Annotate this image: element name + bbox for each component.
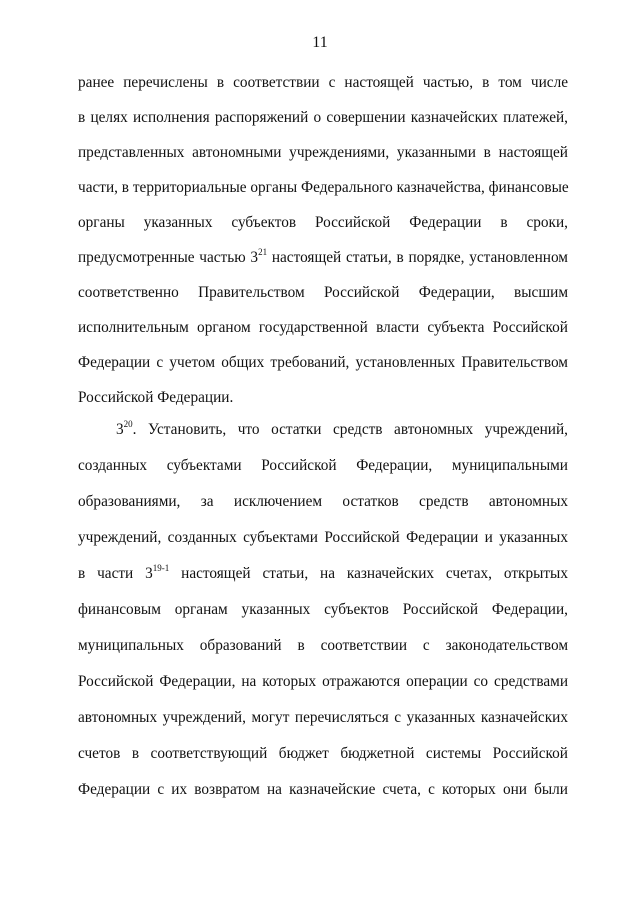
- paragraph-line: учреждений, созданных субъектами Российской Федерации и указанных: [78, 529, 568, 546]
- paragraph-line: Российской Федерации.: [78, 389, 234, 406]
- paragraph-line: созданных субъектами Российской Федерации, муниципальными: [78, 457, 568, 474]
- superscript: 20: [123, 419, 133, 429]
- paragraph-2: [78, 420, 568, 800]
- superscript: 21: [258, 247, 268, 257]
- line-text: в части 3: [78, 565, 153, 582]
- paragraph-line: Федерации с их возвратом на казначейские счета, с которых они были: [78, 781, 568, 798]
- paragraph-line: в целях исполнения распоряжений о совершении казначейских платежей,: [78, 109, 568, 126]
- paragraph-line: муниципальных образований в соответствии с законодательством: [78, 637, 568, 654]
- paragraph-1: [78, 73, 568, 408]
- paragraph-line: Российской Федерации, на которых отражаются операции со средствами: [78, 673, 568, 690]
- paragraph-line: Федерации с учетом общих требований, установленных Правительством: [78, 354, 568, 371]
- paragraph-line: финансовым органам указанных субъектов Российской Федерации,: [78, 601, 568, 618]
- paragraph-line: автономных учреждений, могут перечисляться с указанных казначейских: [78, 709, 568, 726]
- line-text: предусмотренные частью 3: [78, 249, 259, 266]
- line-text: настоящей статьи, на казначейских счетах, открытых: [169, 565, 568, 582]
- paragraph-line: счетов в соответствующий бюджет бюджетной системы Российской: [78, 745, 568, 762]
- paragraph-line: органы указанных субъектов Российской Федерации в сроки,: [78, 214, 568, 231]
- paragraph-line: ранее перечислены в соответствии с настоящей частью, в том числе: [78, 74, 568, 91]
- paragraph-line: исполнительным органом государственной власти субъекта Российской: [78, 319, 568, 336]
- paragraph-line: представленных автономными учреждениями, указанными в настоящей: [78, 144, 568, 161]
- paragraph-line: [78, 420, 568, 440]
- paragraph-line: [78, 248, 568, 268]
- paragraph-line: [78, 564, 568, 584]
- paragraph-line: соответственно Правительством Российской Федерации, высшим: [78, 284, 568, 301]
- clause-number: 3: [116, 421, 124, 438]
- page-number: 11: [312, 34, 328, 51]
- line-text: . Установить, что остатки средств автономных учреждений,: [132, 421, 568, 438]
- superscript: 19-1: [152, 563, 170, 573]
- line-text: настоящей статьи, в порядке, установленном: [267, 249, 568, 266]
- paragraph-line: части, в территориальные органы Федерального казначейства, финансовые: [78, 179, 569, 196]
- paragraph-line: образованиями, за исключением остатков средств автономных: [78, 493, 568, 510]
